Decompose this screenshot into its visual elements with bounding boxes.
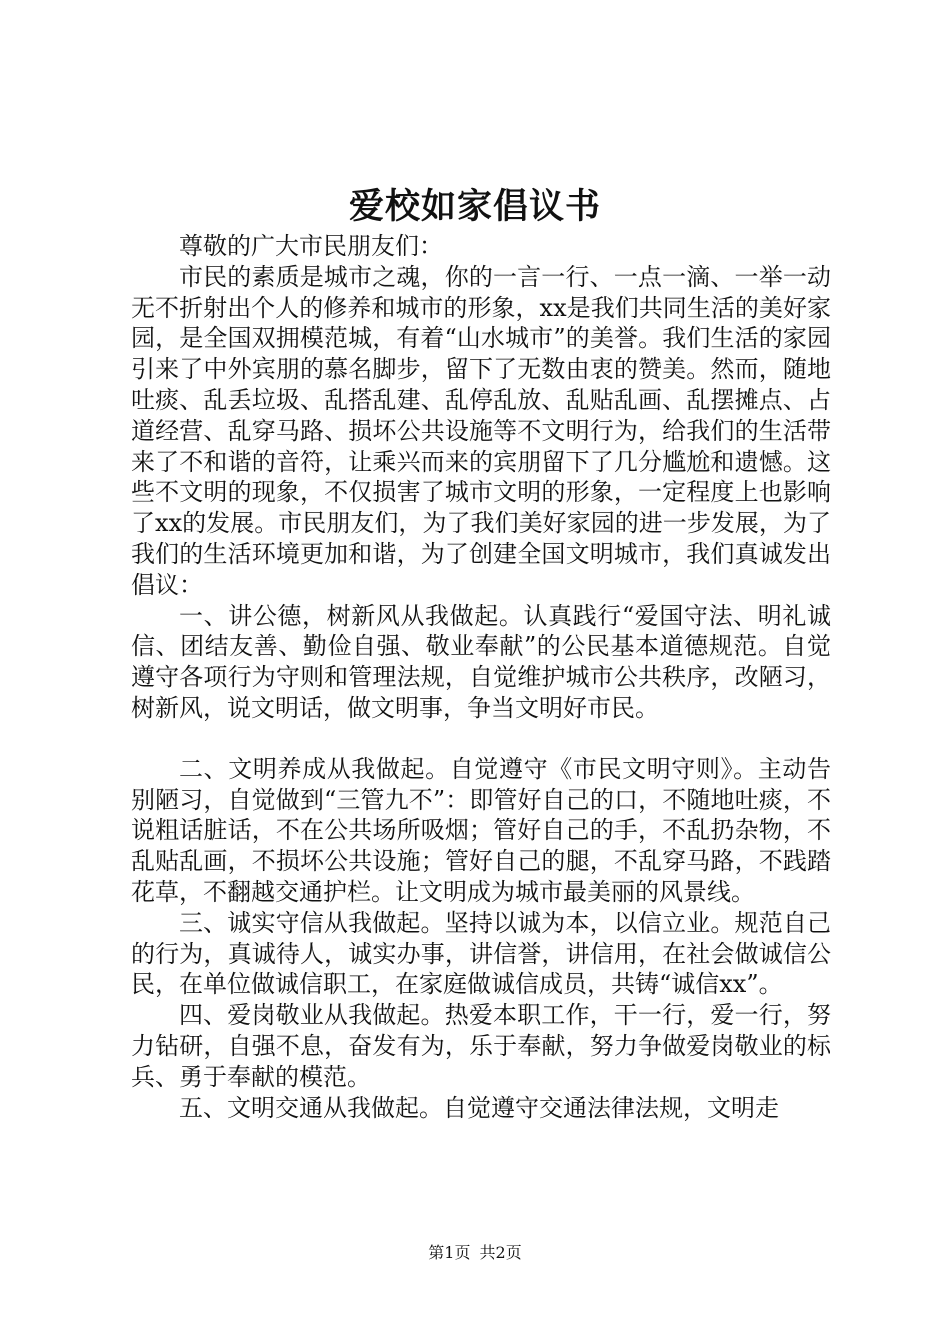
page-footer — [0, 1242, 950, 1264]
salutation-paragraph: 尊敬的广大市民朋友们： — [179, 232, 443, 260]
proposal-5-paragraph: 五、文明交通从我做起。自觉遵守交通法律法规，文明走 — [179, 1093, 779, 1122]
proposal-4-paragraph: 四、爱岗敬业从我做起。热爱本职工作，干一行，爱一行，努力钻研，自强不息，奋发有为，乐于奉献，努力争做爱岗敬业的标兵、勇于奉献的模范。 — [131, 1001, 831, 1091]
proposal-2-paragraph: 二、文明养成从我做起。自觉遵守《市民文明守则》。主动告别陋习，自觉做到“三管九不”：即管好自己的口，不随地吐痰，不说粗话脏话，不在公共场所吸烟；管好自己的手，不乱扔杂物，不乱贴乱画，不损坏公共设施；管好自己的腿，不乱穿马路，不践踏花草，不翻越交通护栏。让文明成为城市最美丽的风景线。 — [131, 754, 831, 906]
proposal-3-paragraph: 三、诚实守信从我做起。坚持以诚为本，以信立业。规范自己的行为，真诚待人，诚实办事，讲信誉，讲信用，在社会做诚信公民，在单位做诚信职工，在家庭做诚信成员，共铸“诚信xx”。 — [131, 908, 831, 999]
document-title: 爱校如家倡议书 — [348, 186, 601, 227]
page-number: 第1页 — [428, 1243, 471, 1262]
intro-paragraph: 市民的素质是城市之魂，你的一言一行、一点一滴、一举一动无不折射出个人的修养和城市的形象，xx是我们共同生活的美好家园，是全国双拥模范城，有着“山水城市”的美誉。我们生活的家园引来了中外宾朋的慕名脚步，留下了无数由衷的赞美。然而，随地吐痰、乱丢垃圾、乱搭乱建、乱停乱放、乱贴乱画、乱摆摊点、占道经营、乱穿马路、损坏公共设施等不文明行为，给我们的生活带来了不和谐的音符，让乘兴而来的宾朋留下了几分尴尬和遗憾。这些不文明的现象，不仅损害了城市文明的形象，一定程度上也影响了xx的发展。市民朋友们，为了我们美好家园的进一步发展，为了我们的生活环境更加和谐，为了创建全国文明城市，我们真诚发出倡议： — [131, 262, 831, 599]
document-body — [131, 231, 831, 1123]
proposal-1-paragraph: 一、讲公德，树新风从我做起。认真践行“爱国守法、明礼诚信、团结友善、勤俭自强、敬业奉献”的公民基本道德规范。自觉遵守各项行为守则和管理法规，自觉维护城市公共秩序，改陋习，树新风，说文明话，做文明事，争当文明好市民。 — [131, 601, 831, 722]
page-total: 共2页 — [479, 1243, 522, 1262]
